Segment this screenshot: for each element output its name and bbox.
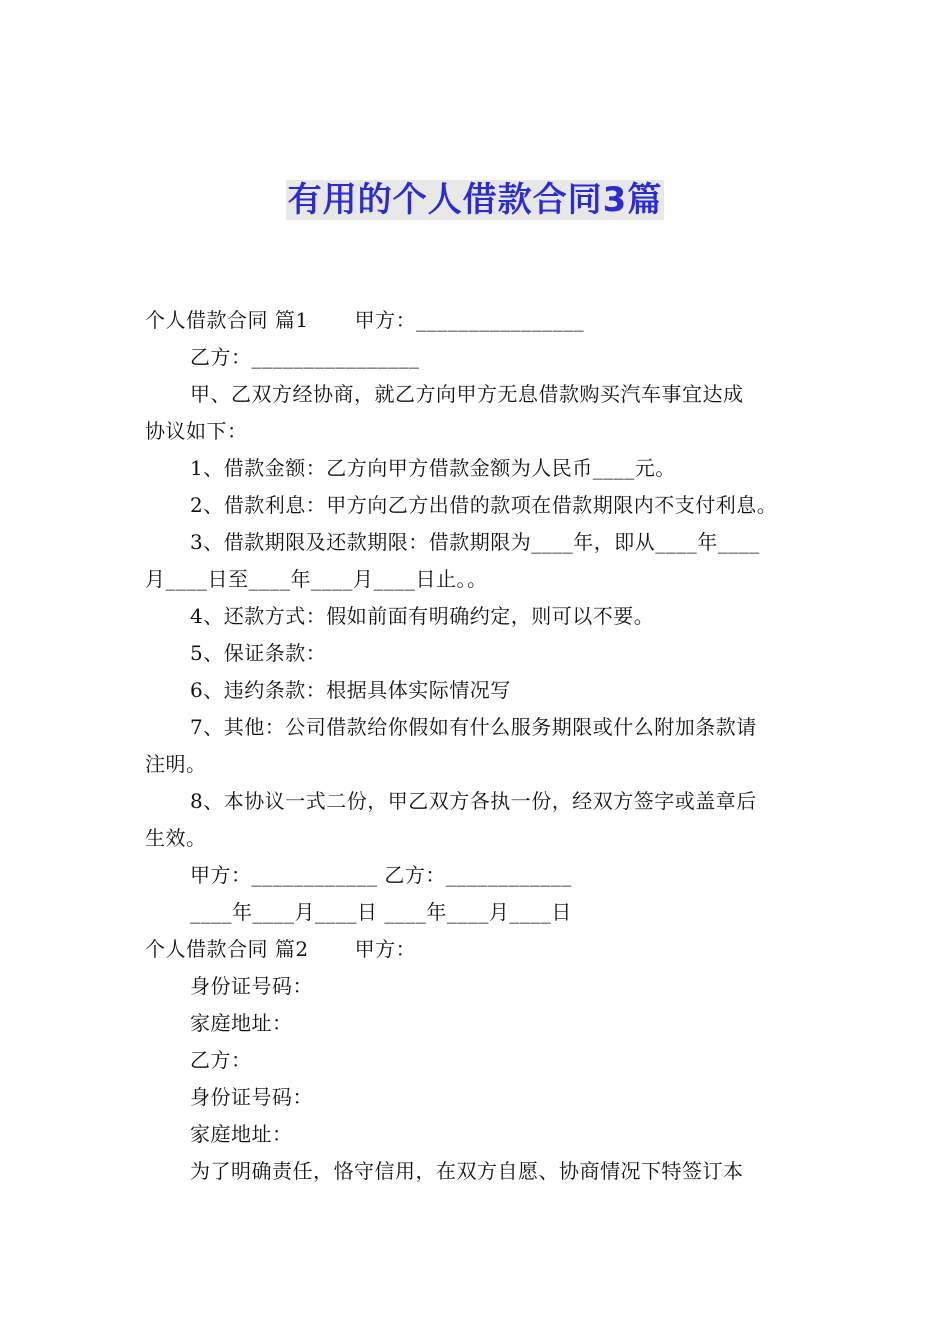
home-address-line: 家庭地址： [190,1011,293,1035]
home-address-line: 家庭地址： [190,1122,293,1146]
clause-7-other-cont: 注明。 [145,752,207,776]
clause-8-copies: 8、本协议一式二份，甲乙双方各执一份，经双方签字或盖章后 [190,789,757,813]
clause-3-term: 3、借款期限及还款期限：借款期限为____年，即从____年____ [190,530,760,554]
paragraph-line: 甲、乙双方经协商，就乙方向甲方无息借款购买汽车事宜达成 [190,382,744,406]
id-number-line: 身份证号码： [190,1085,313,1109]
paragraph-line: 协议如下： [145,419,248,443]
clause-5-guarantee: 5、保证条款： [190,641,327,665]
clause-6-breach: 6、违约条款：根据具体实际情况写 [190,678,511,702]
party-b-label: 乙方： [190,1048,252,1072]
party-b-line: 乙方：________________ [190,345,420,369]
clause-2-interest: 2、借款利息：甲方向乙方出借的款项在借款期限内不支付利息。 [190,493,778,517]
clause-4-repayment: 4、还款方式：假如前面有明确约定，则可以不要。 [190,604,655,628]
clause-8-copies-cont: 生效。 [145,826,207,850]
document-title-text: 有用的个人借款合同3篇 [287,180,663,220]
document-body [145,302,825,1190]
clause-1-amount: 1、借款金额：乙方向甲方借款金额为人民币____元。 [190,456,676,480]
party-a-field: 甲方：________________ [354,308,585,332]
id-number-line: 身份证号码： [190,974,313,998]
contract-2-heading: 个人借款合同 篇2 [145,937,309,961]
contract-1-heading: 个人借款合同 篇1 [145,308,309,332]
clause-7-other: 7、其他：公司借款给你假如有什么服务期限或什么附加条款请 [190,715,757,739]
contract-2-heading-line [145,931,825,968]
clause-3-term-cont: 月____日至____年____月____日止。。 [145,567,488,591]
signature-line: 甲方：____________ 乙方：____________ [190,863,572,887]
contract-1-heading-line [145,302,825,339]
document-title [0,176,950,224]
date-line: ____年____月____日 ____年____月____日 [190,900,572,924]
paragraph-line: 为了明确责任，恪守信用，在双方自愿、协商情况下特签订本 [190,1159,744,1183]
party-a-label: 甲方： [354,937,417,961]
